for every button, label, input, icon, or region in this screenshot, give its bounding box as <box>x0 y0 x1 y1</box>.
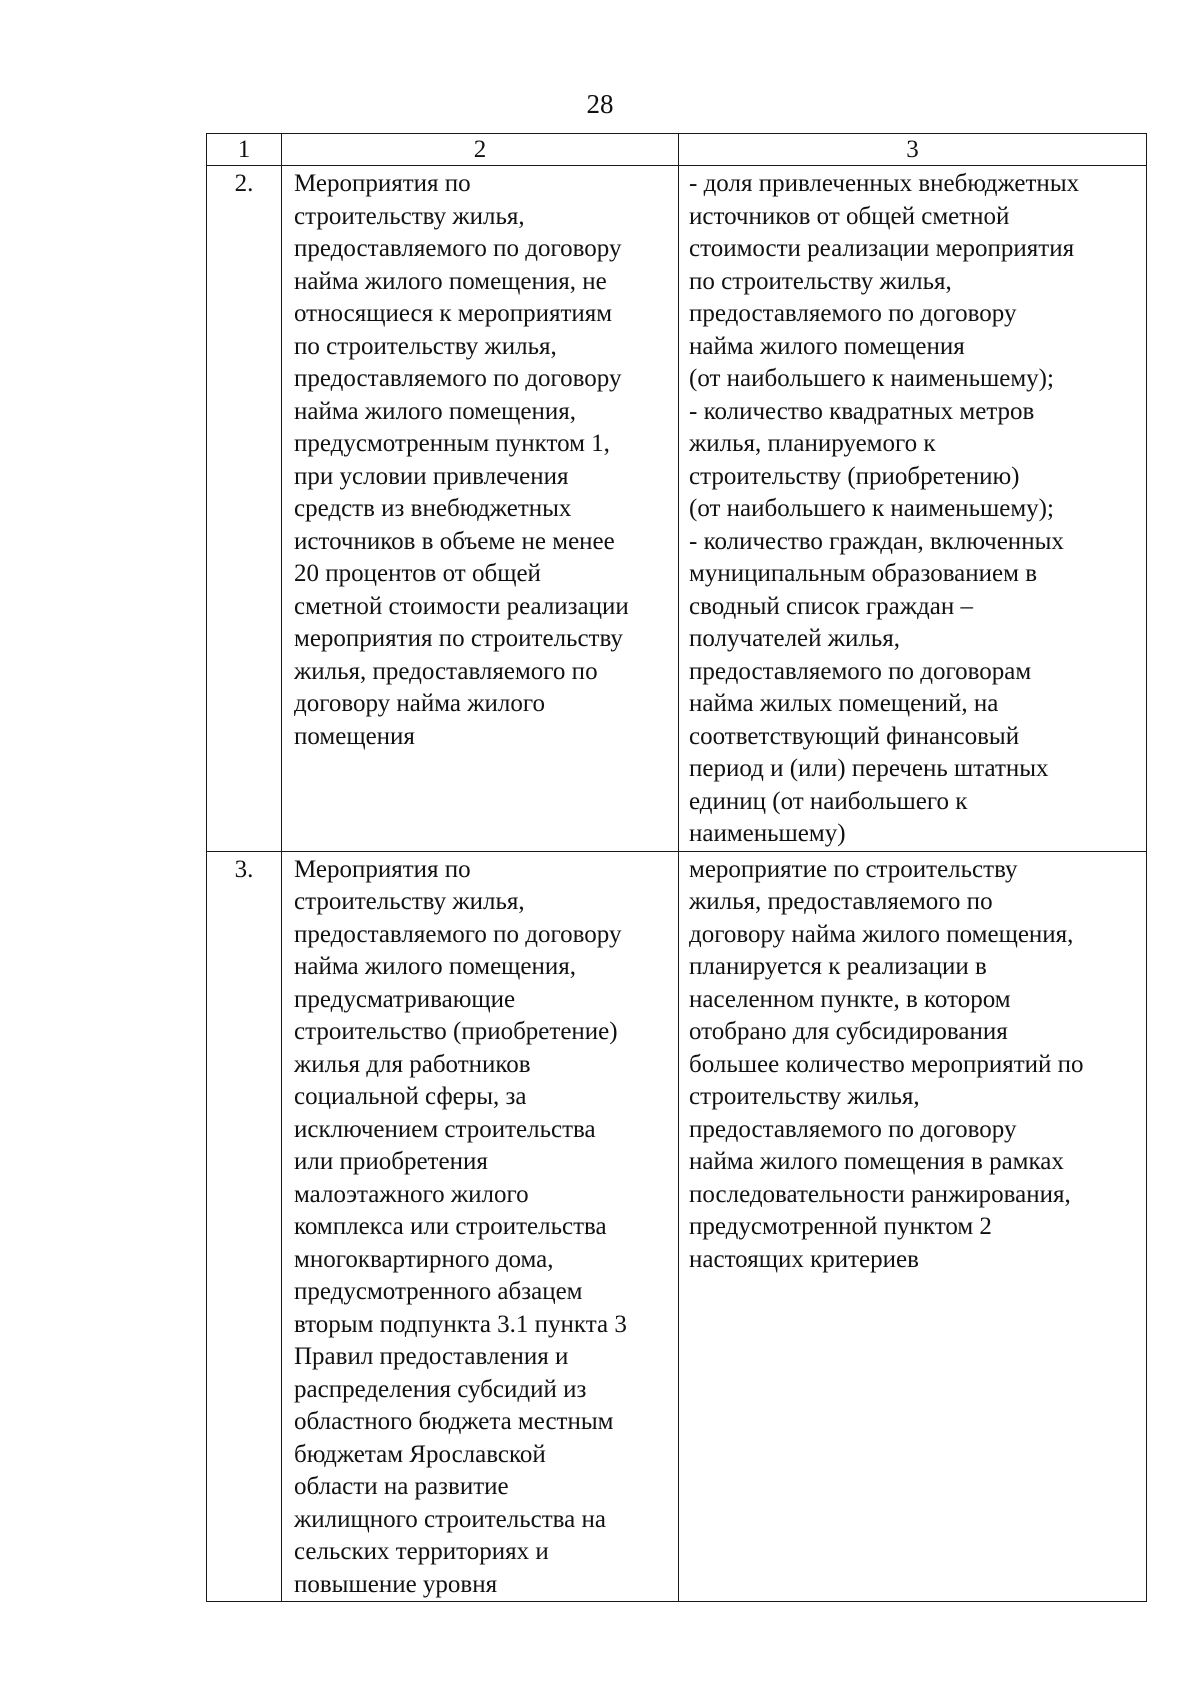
text-line: найма жилого помещения, не <box>294 267 607 295</box>
row-number: 3. <box>207 851 282 1602</box>
text-line: жилья для работников <box>294 1050 531 1078</box>
activity-description-cell <box>282 851 679 1602</box>
criteria-text <box>689 168 1142 851</box>
activity-description-text <box>294 168 672 753</box>
text-line: по строительству жилья, <box>689 267 952 295</box>
text-line: найма жилого помещения в рамках <box>689 1148 1064 1175</box>
text-line: - количество квадратных метров <box>689 397 1035 425</box>
table-header-row <box>207 134 1147 166</box>
text-line: предоставляемого по договору <box>689 1115 1017 1143</box>
text-line: при условии привлечения <box>294 462 569 490</box>
text-line: средств из внебюджетных <box>294 495 572 522</box>
text-line: относящиеся к мероприятиям <box>294 300 613 327</box>
activity-description-cell <box>282 166 679 852</box>
text-line: малоэтажного жилого <box>294 1180 529 1208</box>
text-line: соответствующий финансовый <box>689 722 1020 750</box>
text-line: многоквартирного дома, <box>294 1245 554 1273</box>
text-line: период и (или) перечень штатных <box>689 755 1049 782</box>
text-line: отобрано для субсидирования <box>689 1018 1008 1045</box>
criteria-cell <box>679 851 1147 1602</box>
text-line: строительству жилья, <box>689 1083 920 1110</box>
text-line: мероприятия по строительству <box>294 625 623 652</box>
criteria-table <box>206 133 1147 1602</box>
text-line: договору найма жилого помещения, <box>689 920 1074 948</box>
activity-description-text <box>294 854 672 1602</box>
text-line: предоставляемого по договору <box>294 235 622 262</box>
text-line: найма жилых помещений, на <box>689 690 999 717</box>
text-line: жилищного строительства на <box>294 1505 606 1533</box>
table-row <box>207 166 1147 852</box>
text-line: комплекса или строительства <box>294 1213 607 1240</box>
text-line: найма жилого помещения <box>689 332 965 360</box>
text-line: найма жилого помещения, <box>294 397 577 425</box>
text-line: единиц (от наибольшего к <box>689 787 968 815</box>
text-line: помещения <box>294 722 415 750</box>
text-line: настоящих критериев <box>689 1245 919 1273</box>
text-line: Правил предоставления и <box>294 1343 569 1370</box>
text-line: предоставляемого по договору <box>689 300 1017 327</box>
text-line: сводный список граждан – <box>689 592 973 620</box>
row-number: 2. <box>207 166 282 852</box>
text-line: большее количество мероприятий по <box>689 1050 1084 1078</box>
text-line: вторым подпункта 3.1 пункта 3 <box>294 1310 627 1338</box>
text-line: строительство (приобретение) <box>294 1018 618 1045</box>
text-line: источников в объеме не менее <box>294 527 615 555</box>
text-line: или приобретения <box>294 1148 488 1175</box>
text-line: областного бюджета местным <box>294 1408 614 1435</box>
text-line: 20 процентов от общей <box>294 560 541 587</box>
text-line: (от наибольшего к наименьшему); <box>689 365 1054 392</box>
text-line: последовательности ранжирования, <box>689 1180 1071 1208</box>
header-col-3: 3 <box>679 134 1147 166</box>
criteria-text <box>689 854 1142 1277</box>
table-row <box>207 851 1147 1602</box>
text-line: предусмотренного абзацем <box>294 1278 583 1305</box>
text-line: жилья, предоставляемого по <box>689 888 993 915</box>
text-line: предусматривающие <box>294 985 516 1013</box>
page-number: 28 <box>586 89 614 119</box>
text-line: предоставляемого по договорам <box>689 657 1032 685</box>
text-line: - количество граждан, включенных <box>689 527 1064 555</box>
text-line: области на развитие <box>294 1473 509 1500</box>
text-line: повышение уровня <box>294 1570 498 1598</box>
text-line: Мероприятия по <box>294 855 471 883</box>
text-line: строительству жилья, <box>294 202 525 230</box>
text-line: распределения субсидий из <box>294 1375 587 1403</box>
text-line: наименьшему) <box>689 820 846 847</box>
text-line: сельских территориях и <box>294 1538 549 1565</box>
text-line: муниципальным образованием в <box>689 560 1037 587</box>
text-line: бюджетам Ярославской <box>294 1440 546 1468</box>
text-line: исключением строительства <box>294 1115 596 1143</box>
header-col-2: 2 <box>282 134 679 166</box>
text-line: по строительству жилья, <box>294 332 557 360</box>
text-line: получателей жилья, <box>689 625 901 652</box>
text-line: предусмотренной пунктом 2 <box>689 1213 992 1240</box>
text-line: - доля привлеченных внебюджетных <box>689 170 1080 197</box>
text-line: сметной стоимости реализации <box>294 592 629 620</box>
text-line: строительству (приобретению) <box>689 462 1020 490</box>
text-line: источников от общей сметной <box>689 202 1010 230</box>
text-line: договору найма жилого <box>294 690 546 717</box>
text-line: стоимости реализации мероприятия <box>689 235 1075 262</box>
text-line: предоставляемого по договору <box>294 365 622 392</box>
text-line: социальной сферы, за <box>294 1083 527 1110</box>
text-line: (от наибольшего к наименьшему); <box>689 495 1054 522</box>
header-col-1: 1 <box>207 134 282 166</box>
text-line: предусмотренным пунктом 1, <box>294 430 610 457</box>
text-line: мероприятие по строительству <box>689 855 1018 883</box>
text-line: населенном пункте, в котором <box>689 985 1011 1013</box>
text-line: предоставляемого по договору <box>294 920 622 948</box>
text-line: Мероприятия по <box>294 170 471 197</box>
text-line: найма жилого помещения, <box>294 953 577 980</box>
criteria-cell <box>679 166 1147 852</box>
text-line: строительству жилья, <box>294 888 525 915</box>
text-line: планируется к реализации в <box>689 953 987 980</box>
text-line: жилья, планируемого к <box>689 430 936 457</box>
text-line: жилья, предоставляемого по <box>294 657 598 685</box>
